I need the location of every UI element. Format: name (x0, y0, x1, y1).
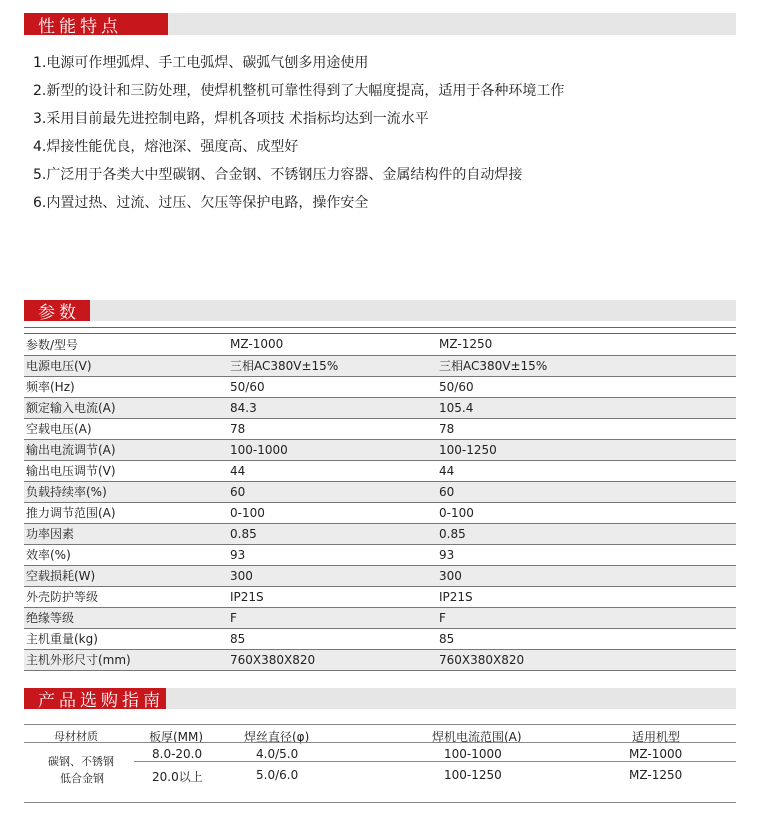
guide-material-line: 低合金钢 (60, 772, 104, 785)
param-name: 主机外形尺寸(mm) (24, 649, 230, 670)
param-name: 推力调节范围(A) (24, 502, 230, 523)
param-name: 输出电流调节(A) (24, 439, 230, 460)
param-value: 44 (439, 460, 736, 481)
param-name: 主机重量(kg) (24, 628, 230, 649)
param-name: 外壳防护等级 (24, 586, 230, 607)
params-section-header (24, 300, 736, 321)
guide-material-line: 碳钢、不锈钢 (48, 755, 114, 768)
guide-header-material: 母材材质 (54, 730, 98, 743)
features-list (33, 49, 573, 217)
divider (24, 742, 736, 743)
guide-section-header (24, 688, 736, 709)
param-value: 78 (439, 418, 736, 439)
param-name: 参数/型号 (24, 334, 230, 355)
param-value: 44 (230, 460, 439, 481)
guide-cell: 100-1250 (444, 768, 502, 782)
params-row (24, 439, 736, 460)
param-value: F (439, 607, 736, 628)
feature-item: 1.电源可作埋弧焊、手工电弧焊、碳弧气刨多用途使用 (33, 55, 369, 71)
param-name: 效率(%) (24, 544, 230, 565)
divider (24, 724, 736, 725)
param-name: 绝缘等级 (24, 607, 230, 628)
params-row (24, 376, 736, 397)
param-value: 50/60 (230, 376, 439, 397)
param-value: 85 (439, 628, 736, 649)
param-value: 100-1000 (230, 439, 439, 460)
params-row (24, 544, 736, 565)
param-value: 78 (230, 418, 439, 439)
feature-item: 6.内置过热、过流、过压、欠压等保护电路，操作安全 (33, 195, 369, 211)
divider (24, 802, 736, 803)
param-value: 60 (439, 481, 736, 502)
param-value: 0-100 (230, 502, 439, 523)
param-value: IP21S (439, 586, 736, 607)
param-value: MZ-1250 (439, 334, 736, 355)
guide-cell: 4.0/5.0 (256, 747, 299, 761)
feature-item: 3.采用目前最先进控制电路，焊机各项技 术指标均达到一流水平 (33, 111, 429, 127)
guide-header-thickness: 板厚(MM) (149, 730, 204, 744)
param-value: 105.4 (439, 397, 736, 418)
param-value: 0.85 (439, 523, 736, 544)
guide-cell: MZ-1250 (629, 768, 683, 782)
param-value: 85 (230, 628, 439, 649)
param-value: 100-1250 (439, 439, 736, 460)
guide-header-wire: 焊丝直径(φ) (244, 730, 310, 744)
feature-item: 4.焊接性能优良，熔池深、强度高、成型好 (33, 139, 299, 155)
divider (24, 327, 736, 328)
param-value: 93 (230, 544, 439, 565)
param-value: 0.85 (230, 523, 439, 544)
params-table (24, 334, 736, 671)
params-row (24, 502, 736, 523)
param-value: F (230, 607, 439, 628)
params-row (24, 607, 736, 628)
params-row (24, 649, 736, 670)
features-section-header (24, 13, 736, 35)
guide-cell: 100-1000 (444, 747, 502, 761)
param-value: 50/60 (439, 376, 736, 397)
param-value: 三相AC380V±15% (439, 355, 736, 376)
params-row (24, 460, 736, 481)
guide-cell: 20.0以上 (152, 770, 203, 784)
divider (134, 761, 736, 762)
param-name: 功率因素 (24, 523, 230, 544)
params-row (24, 334, 736, 355)
params-row (24, 481, 736, 502)
guide-title: 产品选购指南 (24, 688, 166, 709)
guide-header-current: 焊机电流范围(A) (432, 730, 522, 744)
guide-cell: 5.0/6.0 (256, 768, 299, 782)
feature-item: 2.新型的设计和三防处理，使焊机整机可靠性得到了大幅度提高，适用于各种环境工作 (33, 83, 565, 99)
param-value: 60 (230, 481, 439, 502)
param-name: 额定输入电流(A) (24, 397, 230, 418)
params-row (24, 523, 736, 544)
param-value: MZ-1000 (230, 334, 439, 355)
feature-item: 5.广泛用于各类大中型碳钢、合金钢、不锈钢压力容器、金属结构件的自动焊接 (33, 167, 523, 183)
guide-header-model: 适用机型 (632, 730, 681, 744)
param-name: 空载电压(A) (24, 418, 230, 439)
guide-cell: 8.0-20.0 (152, 747, 203, 761)
guide-cell: MZ-1000 (629, 747, 683, 761)
param-value: 0-100 (439, 502, 736, 523)
param-value: 300 (230, 565, 439, 586)
params-row (24, 397, 736, 418)
params-row (24, 628, 736, 649)
params-title: 参数 (24, 300, 90, 321)
param-name: 电源电压(V) (24, 355, 230, 376)
params-row (24, 586, 736, 607)
param-name: 频率(Hz) (24, 376, 230, 397)
params-row (24, 565, 736, 586)
param-value: 760X380X820 (230, 649, 439, 670)
params-row (24, 355, 736, 376)
param-value: 三相AC380V±15% (230, 355, 439, 376)
param-name: 空载损耗(W) (24, 565, 230, 586)
param-name: 输出电压调节(V) (24, 460, 230, 481)
features-title: 性能特点 (24, 13, 168, 35)
param-value: 84.3 (230, 397, 439, 418)
params-row (24, 418, 736, 439)
param-value: 93 (439, 544, 736, 565)
param-value: 300 (439, 565, 736, 586)
param-value: 760X380X820 (439, 649, 736, 670)
param-name: 负载持续率(%) (24, 481, 230, 502)
param-value: IP21S (230, 586, 439, 607)
